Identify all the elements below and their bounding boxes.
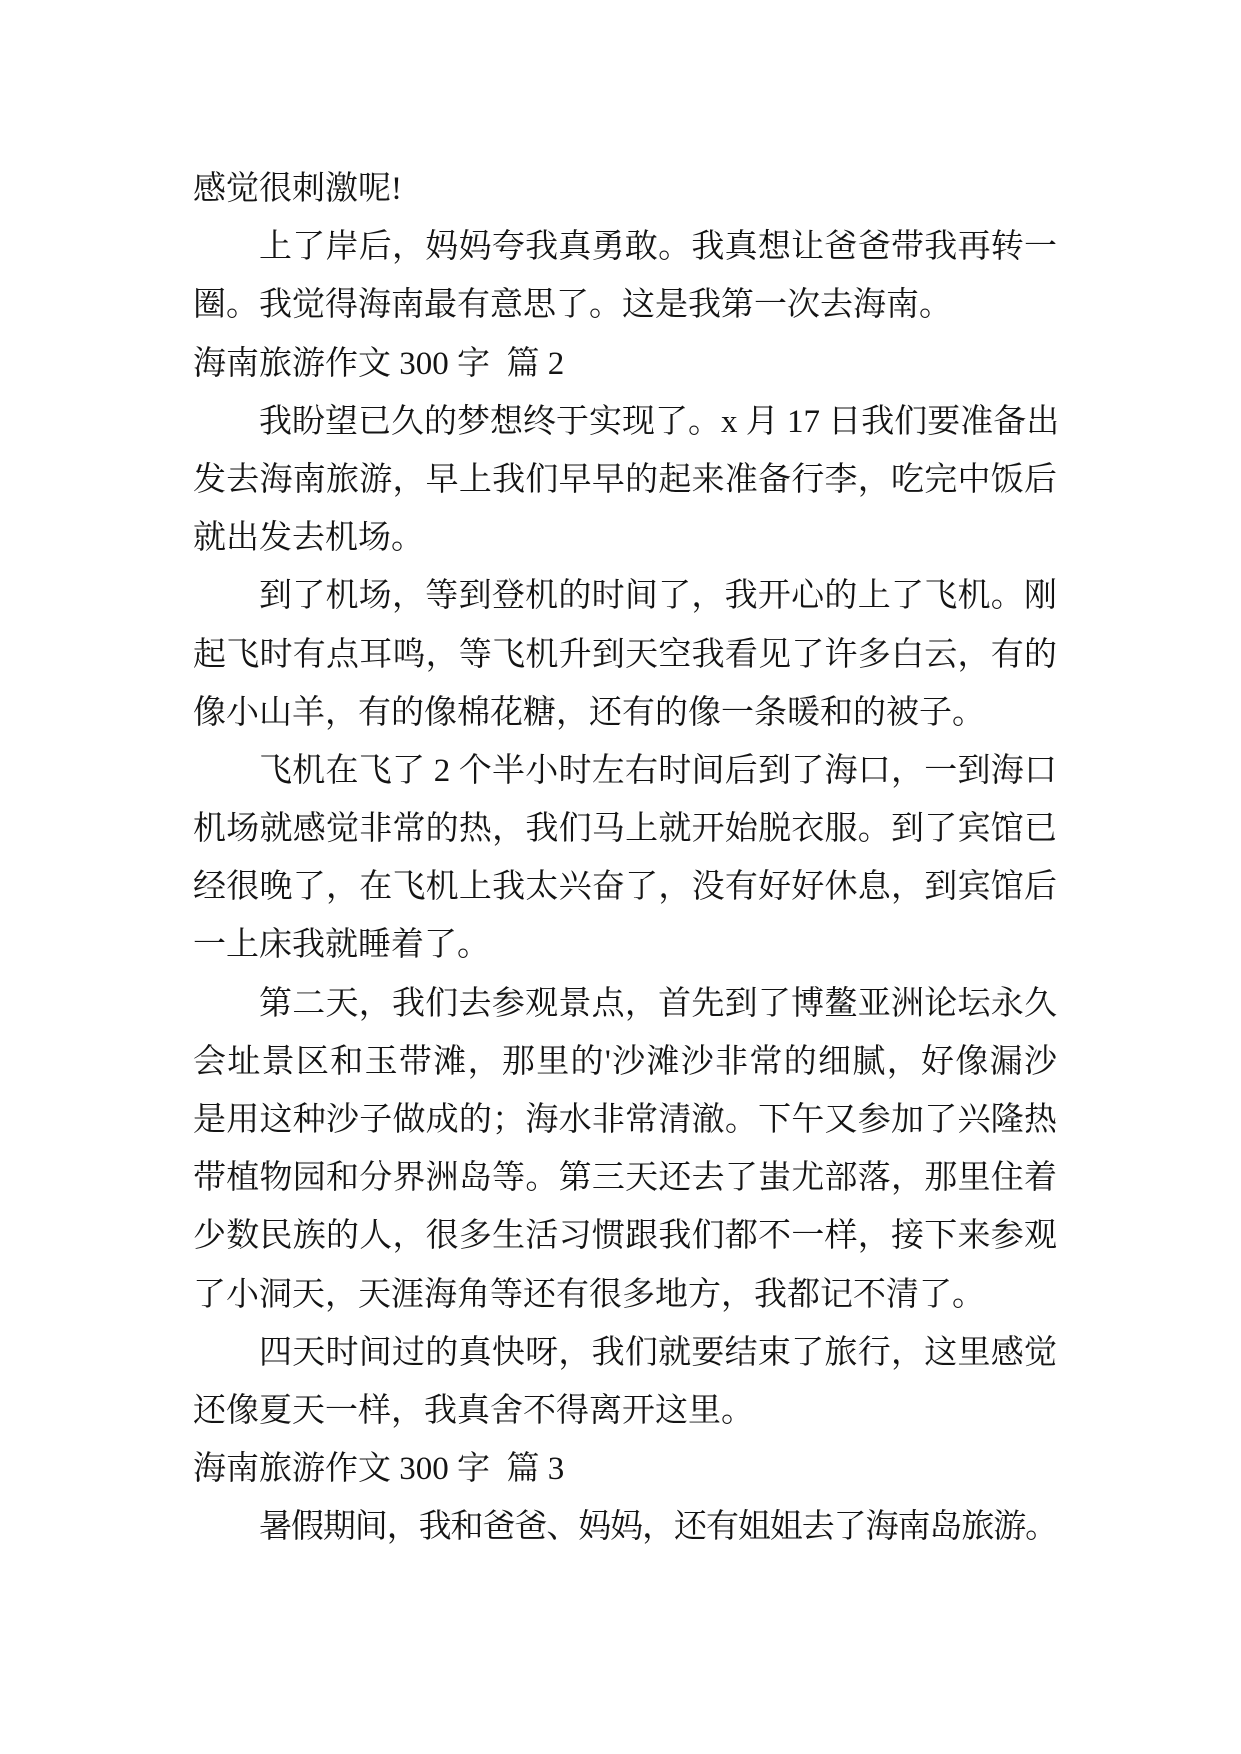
text-line: 会址景区和玉带滩，那里的'沙滩沙非常的细腻，好像漏沙 — [193, 1043, 1057, 1080]
text-line: 发去海南旅游，早上我们早早的起来准备行李，吃完中饭后 — [193, 461, 1057, 498]
section-heading-text: 海南旅游作文 300 字 篇 2 — [193, 345, 565, 382]
paragraph — [193, 160, 1057, 218]
paragraph — [193, 393, 1060, 568]
document-body — [193, 160, 1060, 1557]
paragraph — [193, 1324, 1057, 1440]
text-line: 感觉很刺激呢! — [193, 171, 402, 207]
text-line: 飞机在飞了 2 个半小时左右时间后到了海口，一到海口 — [259, 752, 1057, 789]
text-line: 就出发去机场。 — [193, 520, 424, 557]
text-line: 机场就感觉非常的热，我们马上就开始脱衣服。到了宾馆已 — [193, 811, 1057, 848]
section-heading — [193, 1440, 1057, 1498]
text-line: 暑假期间，我和爸爸、妈妈，还有姐姐去了海南岛旅游。 — [259, 1509, 1057, 1546]
text-line: 经很晚了，在飞机上我太兴奋了，没有好好休息，到宾馆后 — [193, 869, 1057, 906]
text-line: 了小洞天，天涯海角等还有很多地方，我都记不清了。 — [193, 1276, 985, 1313]
text-line: 我盼望已久的梦想终于实现了。x 月 17 日我们要准备出 — [259, 403, 1060, 440]
text-line: 还像夏天一样，我真舍不得离开这里。 — [193, 1392, 754, 1429]
section-heading — [193, 335, 1057, 393]
text-line: 像小山羊，有的像棉花糖，还有的像一条暖和的被子。 — [193, 694, 985, 731]
text-line: 是用这种沙子做成的；海水非常清澈。下午又参加了兴隆热 — [193, 1102, 1057, 1138]
text-line: 第二天，我们去参观景点，首先到了博鳌亚洲论坛永久 — [259, 985, 1057, 1022]
text-line: 带植物园和分界洲岛等。第三天还去了蚩尤部落，那里住着 — [193, 1160, 1057, 1197]
text-line: 一上床我就睡着了。 — [193, 927, 490, 964]
text-line: 少数民族的人，很多生活习惯跟我们都不一样，接下来参观 — [193, 1218, 1057, 1255]
text-line: 上了岸后，妈妈夸我真勇敢。我真想让爸爸带我再转一 — [259, 229, 1057, 266]
paragraph — [193, 218, 1057, 334]
paragraph — [193, 742, 1057, 975]
text-line: 四天时间过的真快呀，我们就要结束了旅行，这里感觉 — [259, 1334, 1057, 1371]
section-heading-text: 海南旅游作文 300 字 篇 3 — [193, 1451, 565, 1488]
paragraph — [193, 975, 1057, 1324]
text-line: 到了机场，等到登机的时间了，我开心的上了飞机。刚 — [259, 578, 1057, 615]
text-line: 起飞时有点耳鸣，等飞机升到天空我看见了许多白云，有的 — [193, 636, 1057, 673]
paragraph — [193, 1498, 1057, 1556]
paragraph — [193, 567, 1057, 742]
text-line: 圈。我觉得海南最有意思了。这是我第一次去海南。 — [193, 287, 952, 324]
